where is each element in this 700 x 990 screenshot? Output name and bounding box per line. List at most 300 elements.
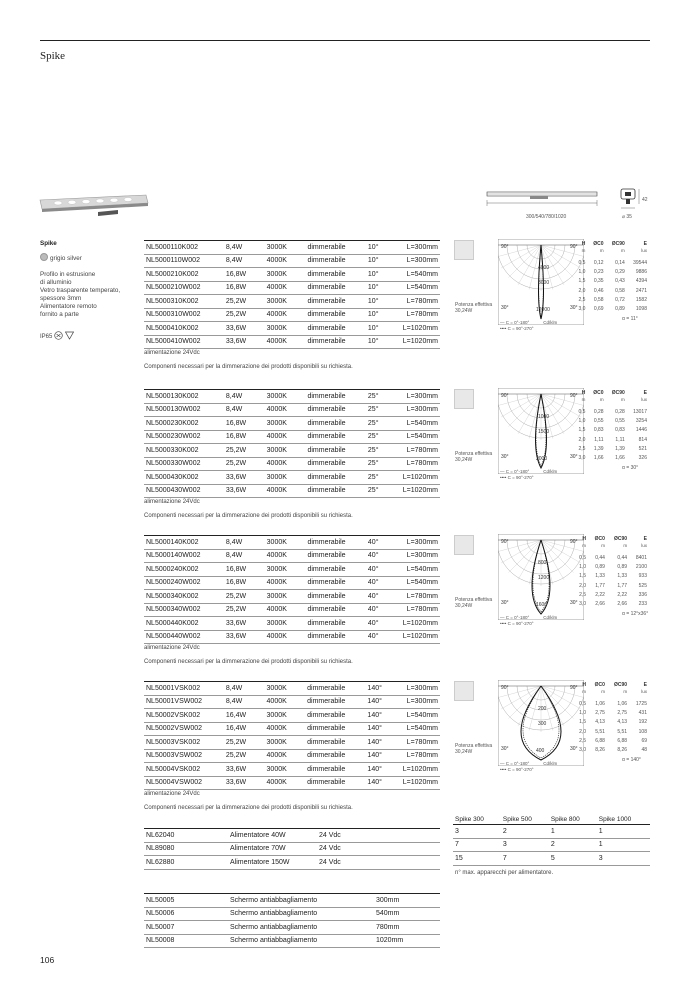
table-cell: 10° [366,295,397,309]
polar-label: 1500 [538,429,550,435]
color-swatch [40,253,48,261]
table-cell: L=1020mm [397,776,440,790]
spike-header-row: Spike 300 Spike 500 Spike 800 Spike 1000 [455,815,632,823]
table-cell: 40° [366,603,397,617]
table-row [144,417,440,431]
table-cell: 33,6W [224,630,265,644]
polar-legend: — C = 0°-180° Cd/klm •••• C = 90°-270° [500,615,558,626]
table-row [144,763,440,777]
table-row [144,444,440,458]
table-cell: 3000K [265,763,306,777]
table-row: 0,5 0,44 0,44 8401 [579,554,647,561]
table-row [144,709,440,723]
spike-compatibility-table [453,814,650,866]
height-dimension: 42 [642,197,648,203]
table-row [144,630,440,644]
table-cell: 4000K [265,576,306,590]
table-row [144,603,440,617]
table-cell: NL5000410W002 [144,335,224,349]
table-cell: dimmerabile [305,254,365,268]
table-cell: L=540mm [397,722,440,736]
polar-label: 90° [570,539,578,545]
table-cell: 4000K [265,254,306,268]
table-row: 3,0 2,66 2,66 233 [579,601,647,608]
table-cell: NL5000240W002 [144,576,224,590]
table-cell: 25,2W [224,736,265,750]
table-cell: dimmerabile [305,722,365,736]
table-cell: 3000K [265,241,306,255]
table-row [144,254,440,268]
table-cell: NL50002VSK002 [144,709,224,723]
table-row: 2,0 5,51 5,51 108 [579,728,647,735]
table-cell: 10° [366,241,397,255]
table-cell: dimmerabile [305,335,365,349]
table-cell: L=300mm [397,682,440,696]
polar-label: 4000 [538,265,550,271]
table-cell: 25,2W [224,457,265,471]
table-cell: 3000K [265,417,306,431]
effective-power: Potenza effettiva 30,24W [455,302,493,314]
table-cell: 8,4W [224,241,265,255]
product-table [144,240,440,349]
table-cell: 25,2W [224,603,265,617]
table-row: 1,0 0,23 0,29 9886 [578,268,647,275]
table-cell: 4000K [265,630,306,644]
table-row: 0,5 1,06 1,06 1725 [579,700,647,707]
table-cell: L=1020mm [397,630,440,644]
table-cell: 33,6W [224,471,265,485]
table-cell: 8,4W [224,549,265,563]
table-cell: 4000K [265,549,306,563]
table-cell: NL5000130W002 [144,403,224,417]
beam-angle: α = 11° [622,316,638,322]
table-cell: 3000K [265,322,306,336]
table-row: 1,5 4,13 4,13 192 [579,719,647,726]
photometry-table: H ØC0 ØC90 E m m m lux 0,5 0,44 0,44 8401 1,0 0,89 0,89 2100 1,5 1,33 1,33 933 2,0 1,77 1,77 525 2,5 2,22 2,22 336 3,0 2,66 2,66 233 [574,535,650,609]
table-cell: L=1020mm [397,335,440,349]
table-cell: NL5000410K002 [144,322,224,336]
table-cell: L=300mm [397,390,440,404]
table-cell: 33,6W [224,484,265,498]
table-row [144,617,440,631]
polar-label: 30° [570,305,578,311]
table-row: NL50006 Schermo antiabbagliamento 540mm [144,907,440,921]
table-row: 3,0 0,69 0,89 1098 [578,306,647,313]
dimming-note: Componenti necessari per la dimmerazione dei prodotti disponibili su richiesta. [144,805,353,811]
table-cell: dimmerabile [305,736,365,750]
table-cell: L=300mm [397,536,440,550]
antiglare-table [144,893,440,948]
table-cell: L=540mm [397,417,440,431]
table-cell: 140° [365,736,396,750]
table-cell: NL50001VSW002 [144,695,224,709]
table-cell: dimmerabile [305,281,365,295]
table-row: NL89080 Alimentatore 70W 24 Vdc [144,842,440,856]
table-row [144,430,440,444]
table-row: NL50008 Schermo antiabbagliamento 1020mm [144,934,440,948]
table-cell: 4000K [265,695,306,709]
table-cell: 3000K [265,709,306,723]
polar-label: 90° [570,393,578,399]
polar-label: 90° [501,244,509,250]
table-cell: 140° [365,709,396,723]
material-description: Profilo in estrusione di alluminio Vetro trasparente temperato, spessore 3mm Alimentatore remoto fornito a parte [40,271,121,318]
table-row [144,749,440,763]
table-row: NL50007 Schermo antiabbagliamento 780mm [144,921,440,935]
table-cell: L=540mm [397,281,440,295]
table-cell: NL5000430W002 [144,484,224,498]
table-cell: L=780mm [397,749,440,763]
table-cell: dimmerabile [305,763,365,777]
table-row: 2,5 0,58 0,72 1582 [578,296,647,303]
table-cell: dimmerabile [305,390,365,404]
table-row: 2,0 0,46 0,58 2471 [578,287,647,294]
polar-label: 12000 [536,307,550,313]
product-table [144,389,440,498]
table-row: 3,0 1,66 1,66 326 [578,455,647,462]
table-row: 7 3 2 1 [453,838,650,852]
table-cell: dimmerabile [305,471,365,485]
table-cell: dimmerabile [305,536,365,550]
polar-label: 90° [501,685,509,691]
dimming-note: Componenti necessari per la dimmerazione dei prodotti disponibili su richiesta. [144,513,353,519]
polar-legend: — C = 0°-180° Cd/klm •••• C = 90°-270° [500,320,558,331]
polar-label: 1600 [536,602,548,608]
table-cell: L=300mm [397,254,440,268]
table-cell: 3000K [265,736,306,750]
table-row: 2,0 1,77 1,77 525 [579,582,647,589]
spike-table-note: n° max. apparecchi per alimentatore. [455,870,554,876]
table-cell: 4000K [265,308,306,322]
table-cell: NL5000340K002 [144,590,224,604]
table-cell: dimmerabile [305,549,365,563]
beam-angle: α = 30° [622,465,639,471]
table-cell: 16,8W [224,430,265,444]
table-cell: 3000K [265,617,306,631]
table-cell: 3000K [265,390,306,404]
table-cell: 10° [366,335,397,349]
table-row: 2,5 6,88 6,88 69 [579,737,647,744]
table-cell: 8,4W [224,682,265,696]
table-cell: 4000K [265,281,306,295]
table-cell: 3000K [265,295,306,309]
table-row [144,457,440,471]
table-cell: 8,4W [224,695,265,709]
table-cell: dimmerabile [305,709,365,723]
table-cell: 16,4W [224,722,265,736]
supply-note: alimentazione 24Vdc [144,499,200,505]
table-row: 0,5 0,12 0,14 39544 [578,259,647,266]
table-cell: NL5000240K002 [144,563,224,577]
table-cell: 4000K [265,430,306,444]
table-cell: 4000K [265,749,306,763]
table-cell: dimmerabile [305,682,365,696]
beam-thumbnail [454,681,474,701]
table-row: 1,5 0,83 0,83 1446 [578,427,647,434]
table-cell: L=1020mm [397,322,440,336]
table-cell: NL5000140W002 [144,549,224,563]
table-cell: 33,6W [224,335,265,349]
table-cell: 8,4W [224,536,265,550]
polar-label: 2000 [536,456,548,462]
polar-label: 30° [501,305,509,311]
table-cell: 25° [366,417,397,431]
table-cell: L=780mm [397,308,440,322]
table-cell: dimmerabile [305,484,365,498]
table-cell: dimmerabile [305,630,365,644]
table-cell: 25,2W [224,444,265,458]
table-cell: L=780mm [397,457,440,471]
table-row: 2,5 2,22 2,22 336 [579,591,647,598]
table-cell: 3000K [265,590,306,604]
table-cell: 10° [366,281,397,295]
table-cell: 8,4W [224,254,265,268]
photometry-table: H ØC0 ØC90 E m m m lux 0,5 0,28 0,28 13017 1,0 0,55 0,55 3254 1,5 0,83 0,83 1446 2,0 1,11 1,11 814 2,5 1,39 1,39 521 3,0 1,66 1,66 326 [574,389,650,463]
table-cell: dimmerabile [305,457,365,471]
table-cell: 3000K [265,536,306,550]
table-row [144,722,440,736]
table-cell: 3000K [265,444,306,458]
table-cell: 3000K [265,682,306,696]
polar-label: 30° [501,746,509,752]
effective-power: Potenza effettiva 30,24W [455,597,493,609]
table-row: 15 7 5 3 [453,852,650,866]
table-row [144,590,440,604]
polar-diagram [498,534,584,620]
polar-label: 400 [536,748,545,754]
table-cell: NL50003VSK002 [144,736,224,750]
beam-thumbnail [454,389,474,409]
polar-legend: — C = 0°-180° Cd/klm •••• C = 90°-270° [500,761,558,772]
table-cell: 40° [366,536,397,550]
table-cell: L=540mm [397,268,440,282]
polar-diagram [498,388,584,474]
table-cell: 25° [366,471,397,485]
table-cell: NL5000310W002 [144,308,224,322]
table-cell: 25,2W [224,590,265,604]
table-cell: 16,8W [224,576,265,590]
table-cell: L=300mm [397,241,440,255]
table-cell: NL5000110K002 [144,241,224,255]
table-cell: 40° [366,576,397,590]
table-cell: 33,6W [224,776,265,790]
table-cell: NL50001VSK002 [144,682,224,696]
table-row: NL62040 Alimentatore 40W 24 Vdc [144,829,440,843]
table-cell: dimmerabile [305,295,365,309]
table-cell: NL5000330W002 [144,457,224,471]
table-row [144,308,440,322]
table-cell: 25° [366,390,397,404]
table-cell: 25,2W [224,295,265,309]
page-title: Spike [40,50,66,62]
table-cell: dimmerabile [305,417,365,431]
power-supply-table [144,828,440,870]
beam-thumbnail [454,240,474,260]
table-cell: dimmerabile [305,603,365,617]
polar-label: 30° [501,454,509,460]
table-cell: 10° [366,322,397,336]
table-row [144,736,440,750]
table-cell: NL5000210K002 [144,268,224,282]
table-cell: L=1020mm [397,617,440,631]
table-cell: NL50004VSK002 [144,763,224,777]
table-cell: 25° [366,430,397,444]
effective-power: Potenza effettiva 30,24W [455,743,493,755]
table-cell: L=540mm [397,709,440,723]
table-cell: 33,6W [224,322,265,336]
polar-label: 200 [538,706,547,712]
table-cell: NL5000130K002 [144,390,224,404]
table-cell: 140° [365,763,396,777]
product-sidebar [40,240,135,341]
polar-diagram [498,239,584,325]
table-cell: 10° [366,308,397,322]
length-dimension: 300/540/780/1020 [526,214,567,220]
table-cell: NL5000430K002 [144,471,224,485]
table-cell: 40° [366,630,397,644]
table-cell: 3000K [265,471,306,485]
table-row: 1,0 2,75 2,75 431 [579,709,647,716]
polar-label: 30° [570,454,578,460]
ip-rating: IP65 [40,334,53,340]
table-cell: 4000K [265,722,306,736]
polar-label: 90° [570,244,578,250]
table-cell: 16,8W [224,281,265,295]
table-row [144,241,440,255]
table-cell: dimmerabile [305,590,365,604]
table-cell: NL50002VSW002 [144,722,224,736]
table-row: 1,0 0,89 0,89 2100 [579,563,647,570]
polar-label: 1200 [538,575,550,581]
table-cell: NL5000140K002 [144,536,224,550]
supply-note: alimentazione 24Vdc [144,791,200,797]
polar-label: 30° [501,600,509,606]
table-row [144,563,440,577]
beam-angle: α = 12°x36° [622,611,649,617]
table-cell: NL5000230W002 [144,430,224,444]
table-cell: L=540mm [397,430,440,444]
table-row [144,682,440,696]
certification-mark-icon [54,331,63,340]
table-cell: 16,4W [224,709,265,723]
table-cell: 40° [366,549,397,563]
table-cell: 4000K [265,603,306,617]
table-cell: L=540mm [397,563,440,577]
table-cell: NL5000440W002 [144,630,224,644]
polar-label: 90° [501,539,509,545]
table-cell: 8,4W [224,390,265,404]
top-rule [40,40,650,41]
table-cell: NL5000330K002 [144,444,224,458]
table-cell: dimmerabile [305,308,365,322]
table-cell: 4000K [265,776,306,790]
table-cell: 4000K [265,457,306,471]
class-symbol-icon [65,331,74,340]
table-cell: dimmerabile [305,776,365,790]
table-cell: L=1020mm [397,471,440,485]
table-cell: L=540mm [397,576,440,590]
table-cell: NL5000210W002 [144,281,224,295]
table-cell: L=780mm [397,295,440,309]
dimming-note: Componenti necessari per la dimmerazione dei prodotti disponibili su richiesta. [144,364,353,370]
table-cell: dimmerabile [305,563,365,577]
table-cell: L=300mm [397,695,440,709]
table-cell: 33,6W [224,763,265,777]
photometry-table: H ØC0 ØC90 E m m m lux 0,5 1,06 1,06 1725 1,0 2,75 2,75 431 1,5 4,13 4,13 192 2,0 5,51 5,51 108 2,5 6,88 6,88 69 3,0 8,26 8,26 48 [574,681,650,755]
table-cell: 140° [365,776,396,790]
polar-diagram [498,680,584,766]
beam-angle: α = 140° [622,757,641,763]
product-table [144,681,440,790]
table-cell: 25,2W [224,749,265,763]
table-cell: dimmerabile [305,695,365,709]
diameter-dimension: ⌀ 35 [622,214,632,220]
polar-label: 8000 [538,280,550,286]
table-cell: dimmerabile [305,749,365,763]
table-cell: L=300mm [397,403,440,417]
table-row [144,471,440,485]
table-row [144,536,440,550]
table-cell: 25° [366,484,397,498]
table-cell: dimmerabile [305,322,365,336]
table-cell: 40° [366,590,397,604]
table-cell: NL5000110W002 [144,254,224,268]
table-row [144,281,440,295]
table-cell: 16,8W [224,417,265,431]
table-row [144,549,440,563]
table-row [144,390,440,404]
table-cell: 4000K [265,335,306,349]
polar-label: 1000 [538,414,550,420]
table-row: NL62880 Alimentatore 150W 24 Vdc [144,856,440,870]
table-cell: 3000K [265,268,306,282]
polar-label: 800 [538,560,547,566]
table-cell: dimmerabile [305,268,365,282]
polar-label: 300 [538,721,547,727]
table-cell: 140° [365,749,396,763]
table-cell: 40° [366,563,397,577]
table-cell: 25° [366,444,397,458]
table-row: 1,5 0,35 0,43 4394 [578,278,647,285]
table-cell: 10° [366,254,397,268]
polar-legend: — C = 0°-180° Cd/klm •••• C = 90°-270° [500,469,558,480]
technical-drawing [485,185,645,227]
supply-note: alimentazione 24Vdc [144,350,200,356]
polar-label: 90° [570,685,578,691]
table-cell: 25° [366,457,397,471]
table-cell: NL5000310K002 [144,295,224,309]
table-row [144,576,440,590]
table-row [144,335,440,349]
table-row [144,295,440,309]
polar-label: 30° [570,600,578,606]
table-row [144,776,440,790]
table-cell: 4000K [265,403,306,417]
table-cell: dimmerabile [305,444,365,458]
table-cell: 3000K [265,563,306,577]
table-row [144,484,440,498]
table-cell: L=780mm [397,736,440,750]
table-cell: 10° [366,268,397,282]
effective-power: Potenza effettiva 30,24W [455,451,493,463]
table-cell: 16,8W [224,563,265,577]
beam-thumbnail [454,535,474,555]
table-cell: L=1020mm [397,763,440,777]
table-cell: L=780mm [397,590,440,604]
table-row: 2,0 1,11 1,11 814 [578,436,647,443]
table-row [144,403,440,417]
table-row: 2,5 1,39 1,39 521 [578,445,647,452]
